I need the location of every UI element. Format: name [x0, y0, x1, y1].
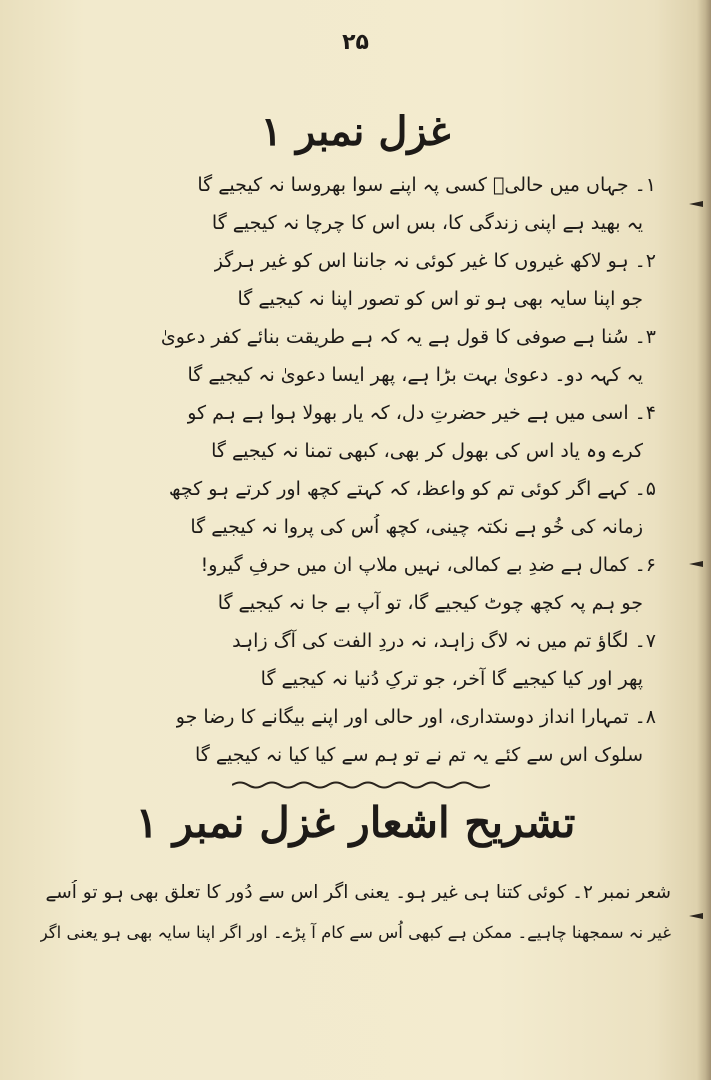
binding-stitch-mark: [689, 912, 703, 920]
couplet-3-line-1: ۳۔ سُنا ہے صوفی کا قول ہے یہ کہ ہے طریقت بنائے کفر دعویٰ: [160, 326, 656, 348]
couplet-4-line-2: کرے وہ یاد اس کی بھول کر بھی، کبھی تمنا نہ کیجیے گا: [211, 440, 643, 462]
couplet-8-line-1: ۸۔ تمہارا انداز دوستداری، اور حالی اور اپنے بیگانے کا رضا جو: [175, 706, 656, 728]
tashreeh-line-1: شعر نمبر ۲۔ کوئی کتنا ہی غیر ہو۔ یعنی اگر اس سے دُور کا تعلق بھی ہو تو اُسے: [45, 882, 671, 903]
couplet-6-line-1: ۶۔ کمال ہے ضدِ بے کمالی، نہیں ملاپ ان میں حرفِ گیرو!: [200, 554, 656, 576]
ghazal-title: غزل نمبر ۱: [260, 108, 451, 155]
couplet-4-line-1: ۴۔ اسی میں ہے خیر حضرتِ دل، کہ یار بھولا ہوا ہے ہم کو: [187, 402, 656, 424]
couplet-3-line-2: یہ کہہ دو۔ دعویٰ بہت بڑا ہے، پھر ایسا دعویٰ نہ کیجیے گا: [187, 364, 643, 386]
binding-stitch-mark: [689, 200, 703, 208]
couplet-7-line-1: ۷۔ لگاؤ تم میں نہ لاگ زاہد، نہ دردِ الفت کی آگ زاہد: [232, 630, 656, 652]
couplet-6-line-2: جو ہم پہ کچھ چوٹ کیجیے گا، تو آپ بے جا نہ کیجیے گا: [217, 592, 643, 614]
couplet-7-line-2: پھر اور کیا کیجیے گا آخر، جو ترکِ دُنیا نہ کیجیے گا: [260, 668, 643, 690]
couplet-2-line-1: ۲۔ ہو لاکھ غیروں کا غیر کوئی نہ جاننا اس کو غیر ہرگز: [213, 250, 656, 272]
couplet-1-line-1: ۱۔ جہاں میں حالیؔ کسی پہ اپنے سوا بھروسا نہ کیجیے گا: [197, 174, 656, 196]
page-number: ۲۵: [342, 30, 369, 55]
couplet-8-line-2: سلوک اس سے کئے یہ تم نے تو ہم سے کیا کیا نہ کیجیے گا: [194, 744, 643, 766]
couplet-5-line-1: ۵۔ کہے اگر کوئی تم کو واعظ، کہ کہتے کچھ اور کرتے ہو کچھ: [168, 478, 656, 500]
tashreeh-line-2: غیر نہ سمجھنا چاہیے۔ ممکن ہے کبھی اُس سے کام آ پڑے۔ اور اگر اپنا سایہ بھی ہو یعنی اگر: [39, 923, 671, 942]
tashreeh-title: تشریح اشعار غزل نمبر ۱: [135, 798, 576, 847]
section-divider: [232, 780, 490, 790]
couplet-2-line-2: جو اپنا سایہ بھی ہو تو اس کو تصور اپنا نہ کیجیے گا: [237, 288, 643, 310]
binding-stitch-mark: [689, 560, 703, 568]
couplet-1-line-2: یہ بھید ہے اپنی زندگی کا، بس اس کا چرچا نہ کیجیے گا: [211, 212, 643, 234]
couplet-5-line-2: زمانہ کی خُو ہے نکتہ چینی، کچھ اُس کی پروا نہ کیجیے گا: [190, 516, 643, 538]
